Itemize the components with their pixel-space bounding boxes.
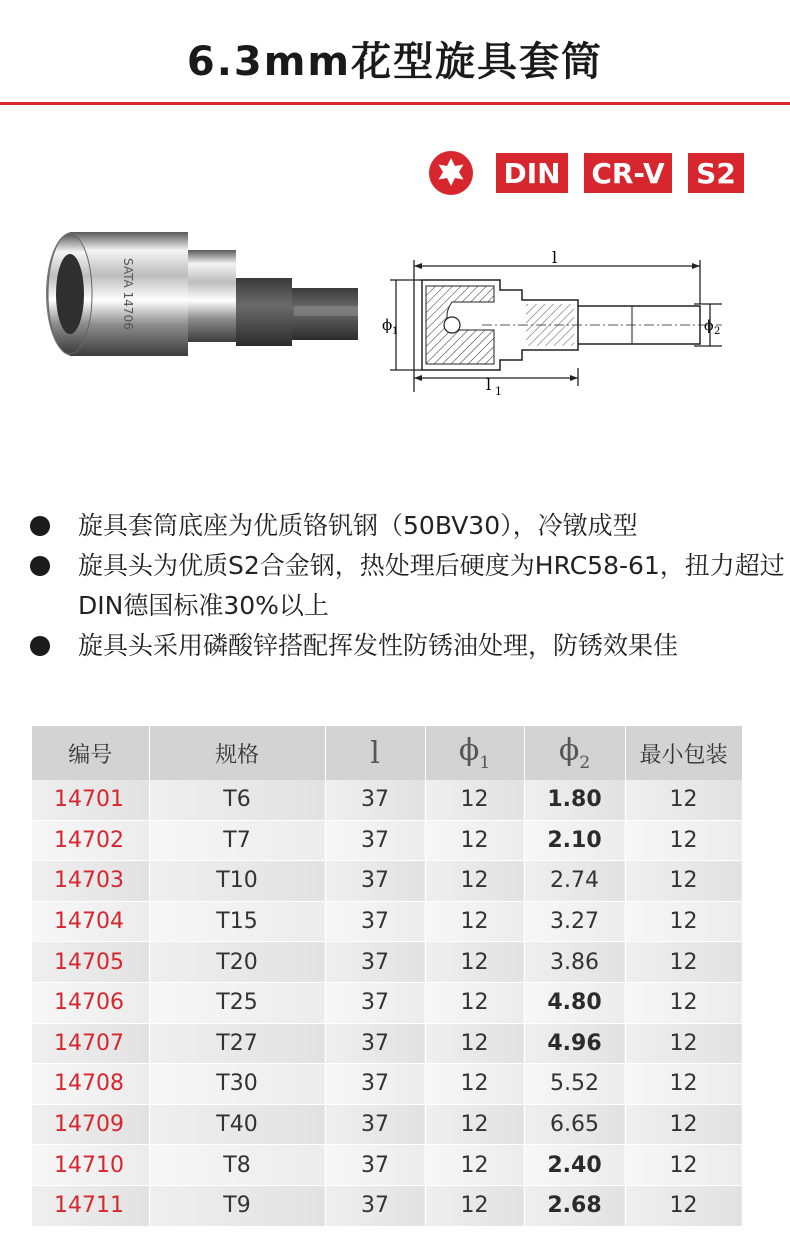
table-row	[32, 861, 742, 902]
header-phi2: $\phi_2$	[524, 726, 625, 780]
header-pack: 最小包装	[625, 726, 742, 780]
cell-spec: T15	[149, 901, 325, 942]
cell-phi1: 12	[425, 820, 524, 861]
badge-crv: CR-V	[584, 153, 672, 193]
diagram-label-l1: l	[486, 375, 492, 394]
spec-badges	[428, 150, 760, 196]
cell-phi2: 4.80	[524, 982, 625, 1023]
spec-table	[32, 726, 743, 1227]
cell-phi1: 12	[425, 901, 524, 942]
feature-text: 旋具头采用磷酸锌搭配挥发性防锈油处理，防锈效果佳	[78, 631, 679, 660]
diagram-label-phi1: ϕ	[382, 316, 393, 334]
bullet-dot-icon	[30, 556, 50, 576]
cell-phi2: 6.65	[524, 1104, 625, 1145]
feature-list	[30, 506, 790, 666]
cell-code: 14703	[32, 861, 149, 902]
cell-spec: T30	[149, 1064, 325, 1105]
table-row	[32, 982, 742, 1023]
cell-phi1: 12	[425, 861, 524, 902]
table-row	[32, 1023, 742, 1064]
cell-pack: 12	[625, 861, 742, 902]
table-row	[32, 1104, 742, 1145]
dimension-diagram	[382, 246, 732, 396]
cell-l: 37	[325, 1145, 425, 1186]
diagram-label-phi2-sub: 2	[714, 326, 721, 337]
table-row	[32, 1064, 742, 1105]
cell-spec: T9	[149, 1185, 325, 1226]
cell-phi2: 2.40	[524, 1145, 625, 1186]
table-row	[32, 901, 742, 942]
cell-pack: 12	[625, 780, 742, 820]
cell-phi2: 5.52	[524, 1064, 625, 1105]
cell-pack: 12	[625, 820, 742, 861]
cell-pack: 12	[625, 1185, 742, 1226]
diagram-label-phi1-sub: 1	[392, 326, 399, 337]
cell-phi1: 12	[425, 1145, 524, 1186]
feature-text: 旋具套筒底座为优质铬钒钢（50BV30），冷镦成型	[78, 511, 638, 540]
feature-text: 旋具头为优质S2合金钢，热处理后硬度为HRC58-61，扭力超过DIN德国标准30%以上	[78, 551, 785, 620]
cell-pack: 12	[625, 1145, 742, 1186]
cell-phi2: 3.86	[524, 942, 625, 983]
cell-code: 14709	[32, 1104, 149, 1145]
cell-l: 37	[325, 901, 425, 942]
table-row	[32, 1185, 742, 1226]
cell-phi1: 12	[425, 1104, 524, 1145]
cell-spec: T20	[149, 942, 325, 983]
header-l: l	[325, 726, 425, 780]
table-row	[32, 820, 742, 861]
cell-phi1: 12	[425, 780, 524, 820]
bullet-dot-icon	[30, 636, 50, 656]
cell-code: 14701	[32, 780, 149, 820]
title-divider	[0, 102, 790, 105]
cell-l: 37	[325, 1104, 425, 1145]
cell-spec: T27	[149, 1023, 325, 1064]
table-body	[32, 780, 742, 1226]
header-code: 编号	[32, 726, 149, 780]
cell-l: 37	[325, 1185, 425, 1226]
feature-item	[30, 546, 790, 626]
cell-phi1: 12	[425, 1064, 524, 1105]
badge-din: DIN	[496, 153, 568, 193]
cell-l: 37	[325, 861, 425, 902]
diagram-label-l1-sub: 1	[495, 385, 502, 396]
cell-l: 37	[325, 820, 425, 861]
header-phi1: $\phi_1$	[425, 726, 524, 780]
cell-spec: T8	[149, 1145, 325, 1186]
cell-l: 37	[325, 1023, 425, 1064]
cell-phi1: 12	[425, 942, 524, 983]
header-spec: 规格	[149, 726, 325, 780]
cell-phi1: 12	[425, 1023, 524, 1064]
cell-spec: T7	[149, 820, 325, 861]
cell-spec: T10	[149, 861, 325, 902]
cell-l: 37	[325, 1064, 425, 1105]
photo-engraving: SATA 14706	[121, 258, 135, 330]
cell-code: 14710	[32, 1145, 149, 1186]
page-title: 6.3mm花型旋具套筒	[186, 39, 604, 85]
table-header-row	[32, 726, 742, 780]
cell-pack: 12	[625, 942, 742, 983]
cell-pack: 12	[625, 901, 742, 942]
cell-phi1: 12	[425, 982, 524, 1023]
cell-pack: 12	[625, 1064, 742, 1105]
table-row	[32, 942, 742, 983]
diagram-label-phi2: ϕ	[704, 318, 714, 334]
cell-phi2: 2.68	[524, 1185, 625, 1226]
cell-spec: T6	[149, 780, 325, 820]
badge-s2: S2	[688, 153, 744, 193]
cell-phi2: 2.10	[524, 820, 625, 861]
cell-pack: 12	[625, 1023, 742, 1064]
cell-code: 14708	[32, 1064, 149, 1105]
cell-spec: T25	[149, 982, 325, 1023]
cell-phi2: 4.96	[524, 1023, 625, 1064]
diagram-label-l: l	[552, 248, 558, 267]
cell-l: 37	[325, 982, 425, 1023]
cell-phi2: 3.27	[524, 901, 625, 942]
torx-star-icon	[428, 150, 474, 196]
feature-item	[30, 626, 790, 666]
cell-l: 37	[325, 780, 425, 820]
cell-spec: T40	[149, 1104, 325, 1145]
cell-code: 14707	[32, 1023, 149, 1064]
cell-code: 14704	[32, 901, 149, 942]
cell-code: 14702	[32, 820, 149, 861]
product-photo	[38, 214, 378, 414]
cell-code: 14706	[32, 982, 149, 1023]
cell-pack: 12	[625, 1104, 742, 1145]
cell-phi2: 1.80	[524, 780, 625, 820]
feature-item	[30, 506, 790, 546]
bullet-dot-icon	[30, 516, 50, 536]
cell-phi1: 12	[425, 1185, 524, 1226]
cell-l: 37	[325, 942, 425, 983]
cell-phi2: 2.74	[524, 861, 625, 902]
table-row	[32, 1145, 742, 1186]
table-row	[32, 780, 742, 820]
cell-pack: 12	[625, 982, 742, 1023]
cell-code: 14711	[32, 1185, 149, 1226]
cell-code: 14705	[32, 942, 149, 983]
